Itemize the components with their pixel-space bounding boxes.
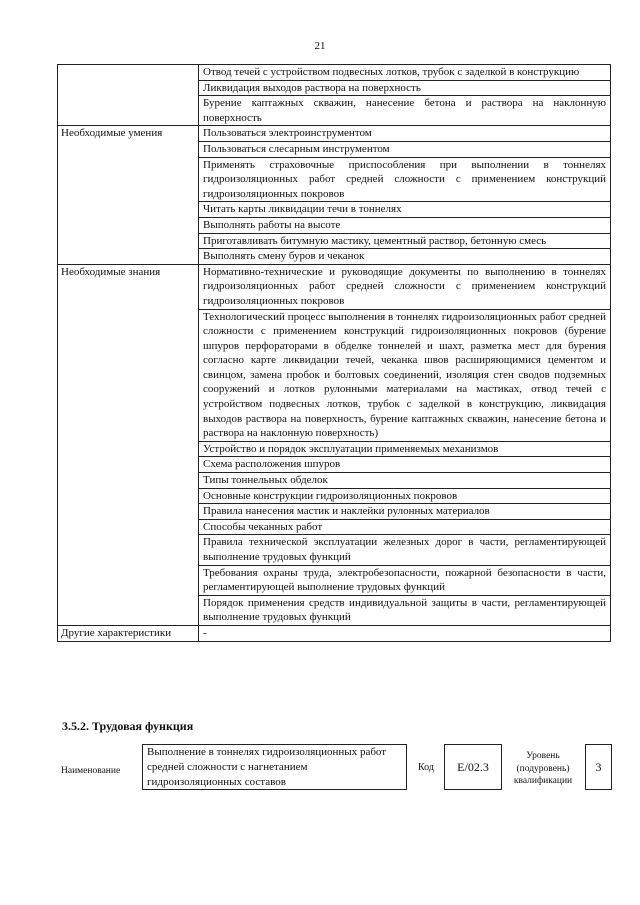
row-text: Технологический процесс выполнения в тоннелях гидроизоляционных работ средней сложности с применением конструкций гидроизоляционных покровов (бурение шпуров перфораторами в обделке тоннелей и шахт, разметка мест для бурения согласно карте ликвидации течей, чеканка швов расширяющимися цементом и свинцом, замена пробок и болтовых соединений, изоляция стен сводов подземных сооружений и лотков рулонными материалами на мастиках, отвод течей с устройством подвесных лотков, трубок с заделкой в конструкцию, ликвидация выходов раствора на поверхность, бурение каптажных скважин, нанесение бетона и раствора на наклонную поверхность) [199,309,611,441]
table-row [58,441,611,457]
row-label [58,80,199,96]
row-label [58,457,199,473]
table-row [58,504,611,520]
function-name-box: Выполнение в тоннелях гидроизоляционных работ средней сложности с нагнетанием гидроизоляционных составов [142,744,407,790]
table-row [58,565,611,595]
row-text: - [199,625,611,641]
table-row [58,80,611,96]
row-label [58,473,199,489]
row-label [58,535,199,565]
row-text: Пользоваться электроинструментом [199,126,611,142]
row-label [58,96,199,126]
table-row [58,264,611,309]
row-label: Необходимые знания [58,264,199,309]
row-text: Требования охраны труда, электробезопасности, пожарной безопасности в части, регламентирующей выполнение трудовых функций [199,565,611,595]
row-text: Ликвидация выходов раствора на поверхность [199,80,611,96]
requirements-table [57,64,611,642]
table-row [58,96,611,126]
row-label [58,504,199,520]
row-text: Выполнять смену буров и чеканок [199,249,611,265]
table-row [58,595,611,625]
row-label [58,233,199,249]
table-row [58,126,611,142]
row-text: Нормативно-технические и руководящие документы по выполнению в тоннелях гидроизоляционных работ средней сложности с применением конструкций гидроизоляционных покровов [199,264,611,309]
table-row [58,141,611,157]
qualification-level-box: 3 [585,744,612,790]
row-label [58,441,199,457]
code-label: Код [418,762,434,773]
row-label [58,65,199,81]
row-label [58,488,199,504]
table-row [58,457,611,473]
row-label [58,595,199,625]
row-label [58,565,199,595]
row-label [58,519,199,535]
row-text: Выполнять работы на высоте [199,217,611,233]
table-row [58,157,611,202]
table-row [58,233,611,249]
page-number: 21 [314,40,326,52]
row-text: Устройство и порядок эксплуатации применяемых механизмов [199,441,611,457]
table-row [58,488,611,504]
row-text: Отвод течей с устройством подвесных лотков, трубок с заделкой в конструкцию [199,65,611,81]
row-text: Применять страховочные приспособления при выполнении в тоннелях гидроизоляционных работ средней сложности с применением конструкций гидроизоляционных покровов [199,157,611,202]
row-text: Способы чеканных работ [199,519,611,535]
row-label [58,249,199,265]
name-label: Наименование [61,766,121,776]
row-text: Порядок применения средств индивидуальной защиты в части, регламентирующей выполнение трудовых функций [199,595,611,625]
table-row [58,309,611,441]
row-label [58,217,199,233]
row-text: Бурение каптажных скважин, нанесение бетона и раствора на наклонную поверхность [199,96,611,126]
table-row [58,625,611,641]
row-text: Схема расположения шпуров [199,457,611,473]
table-row [58,473,611,489]
row-label [58,309,199,441]
table-row [58,249,611,265]
row-text: Приготавливать битумную мастику, цементный раствор, бетонную смесь [199,233,611,249]
row-text: Правила технической эксплуатации железных дорог в части, регламентирующей выполнение трудовых функций [199,535,611,565]
row-label [58,202,199,218]
table-row [58,217,611,233]
row-text: Пользоваться слесарным инструментом [199,141,611,157]
section-heading: 3.5.2. Трудовая функция [62,719,194,733]
table-row [58,535,611,565]
function-code-box: E/02.3 [444,744,502,790]
row-text: Основные конструкции гидроизоляционных покровов [199,488,611,504]
row-label [58,141,199,157]
table-row [58,65,611,81]
table-row [58,519,611,535]
row-text: Правила нанесения мастик и наклейки рулонных материалов [199,504,611,520]
level-label: Уровень (подуровень) квалификации [513,751,573,786]
row-label: Другие характеристики [58,625,199,641]
table-row [58,202,611,218]
row-label [58,157,199,202]
row-text: Типы тоннельных обделок [199,473,611,489]
row-text: Читать карты ликвидации течи в тоннелях [199,202,611,218]
row-label: Необходимые умения [58,126,199,142]
